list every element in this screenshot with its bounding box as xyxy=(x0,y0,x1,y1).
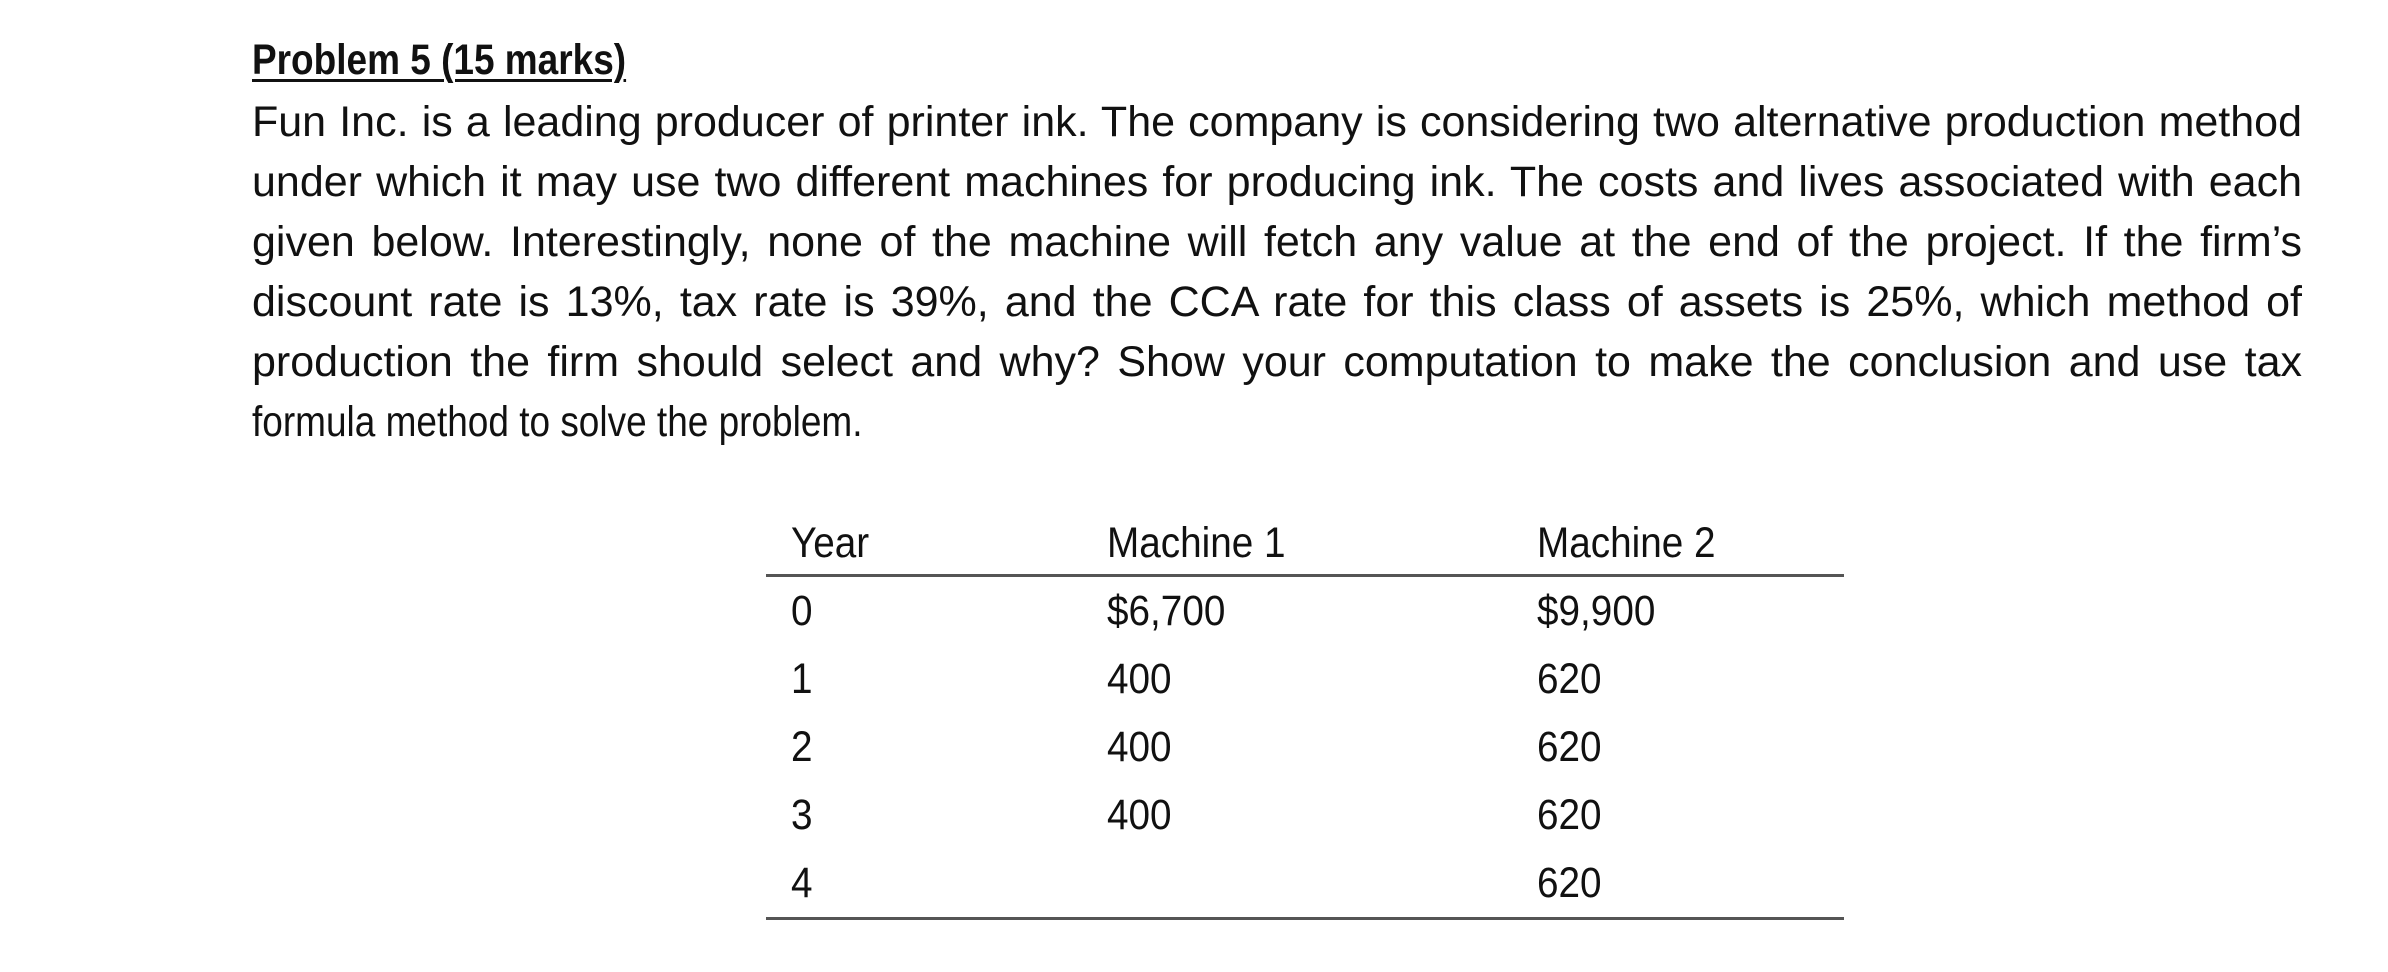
problem-document xyxy=(252,30,2302,446)
year-cell: 3 xyxy=(791,791,813,839)
year-cell: 1 xyxy=(791,655,813,703)
statement-line: Fun Inc. is a leading producer of printer ink. The company is considering two alternative production method xyxy=(252,98,2302,146)
machine-2-cell: $9,900 xyxy=(1537,587,1656,635)
machine-cost-table xyxy=(766,512,1844,920)
statement-line: under which it may use two different machines for producing ink. The costs and lives associated with each xyxy=(252,158,2302,206)
table-header-row xyxy=(766,512,1844,576)
header-year: Year xyxy=(766,512,1107,576)
year-cell: 2 xyxy=(791,723,813,771)
machine-2-cell: 620 xyxy=(1537,791,1602,839)
header-machine-2: Machine 2 xyxy=(1537,512,1844,576)
table-row xyxy=(766,576,1844,646)
machine-1-cell: 400 xyxy=(1107,791,1172,839)
problem-title: Problem 5 (15 marks) xyxy=(252,36,627,84)
header-machine-1: Machine 1 xyxy=(1107,512,1537,576)
machine-1-cell: 400 xyxy=(1107,723,1172,771)
statement-line: production the firm should select and why? Show your computation to make the conclusion and use tax xyxy=(252,338,2302,386)
machine-2-cell: 620 xyxy=(1537,723,1602,771)
machine-2-cell: 620 xyxy=(1537,655,1602,703)
machine-1-cell xyxy=(1107,849,1537,919)
machine-1-cell: $6,700 xyxy=(1107,587,1226,635)
machine-2-cell: 620 xyxy=(1537,849,1844,919)
table-row xyxy=(766,645,1844,713)
table-row xyxy=(766,781,1844,849)
table-row xyxy=(766,849,1844,919)
year-cell: 4 xyxy=(766,849,1107,919)
statement-line: formula method to solve the problem. xyxy=(252,398,863,446)
table-row xyxy=(766,713,1844,781)
problem-statement xyxy=(252,92,2302,452)
statement-line: discount rate is 13%, tax rate is 39%, and the CCA rate for this class of assets is 25%, which method of xyxy=(252,278,2302,326)
machine-1-cell: 400 xyxy=(1107,655,1172,703)
statement-line: given below. Interestingly, none of the machine will fetch any value at the end of the project. If the firm’s xyxy=(252,218,2302,266)
year-cell: 0 xyxy=(791,587,813,635)
